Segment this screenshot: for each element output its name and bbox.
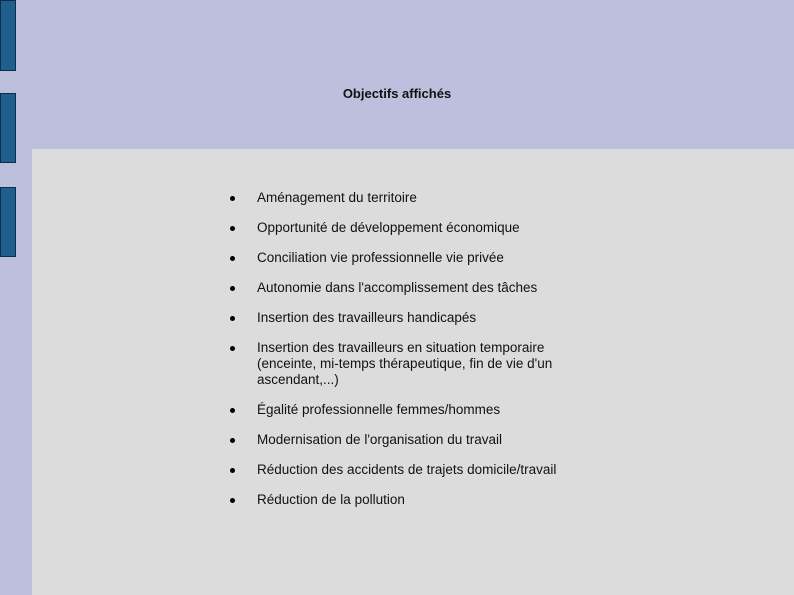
list-item-text: Insertion des travailleurs handicapés <box>257 310 477 325</box>
list-item <box>224 462 584 478</box>
decorative-bar-top <box>0 0 16 71</box>
list-item <box>224 432 584 448</box>
list-item-text: Modernisation de l'organisation du travail <box>257 432 502 447</box>
list-item-text: Conciliation vie professionnelle vie privée <box>257 250 504 265</box>
bullet-list <box>224 190 584 522</box>
list-item-text: Égalité professionnelle femmes/hommes <box>257 402 501 417</box>
bullet-icon <box>230 498 235 503</box>
list-item <box>224 280 584 296</box>
list-item-text: Réduction des accidents de trajets domicile/travail <box>257 462 557 477</box>
decorative-bar-bottom <box>0 187 16 257</box>
list-item <box>224 250 584 266</box>
list-item <box>224 220 584 236</box>
list-item-text: Aménagement du territoire <box>257 190 417 205</box>
bullet-icon <box>230 468 235 473</box>
bullet-icon <box>230 438 235 443</box>
slide-title: Objectifs affichés <box>342 86 452 101</box>
list-item <box>224 190 584 206</box>
list-item <box>224 340 584 388</box>
bullet-icon <box>230 286 235 291</box>
list-item-text: Insertion des travailleurs en situation temporaire (enceinte, mi-temps thérapeutique, fin de vie d'un ascendant,...) <box>257 340 553 387</box>
list-item-text: Réduction de la pollution <box>257 492 405 507</box>
bullet-icon <box>230 196 235 201</box>
list-item-text: Autonomie dans l'accomplissement des tâches <box>257 280 538 295</box>
bullet-icon <box>230 346 235 351</box>
bullet-icon <box>230 408 235 413</box>
list-item <box>224 402 584 418</box>
decorative-bar-middle <box>0 93 16 163</box>
bullet-icon <box>230 226 235 231</box>
bullet-icon <box>230 256 235 261</box>
bullet-icon <box>230 316 235 321</box>
list-item-text: Opportunité de développement économique <box>257 220 520 235</box>
list-item <box>224 492 584 508</box>
list-item <box>224 310 584 326</box>
